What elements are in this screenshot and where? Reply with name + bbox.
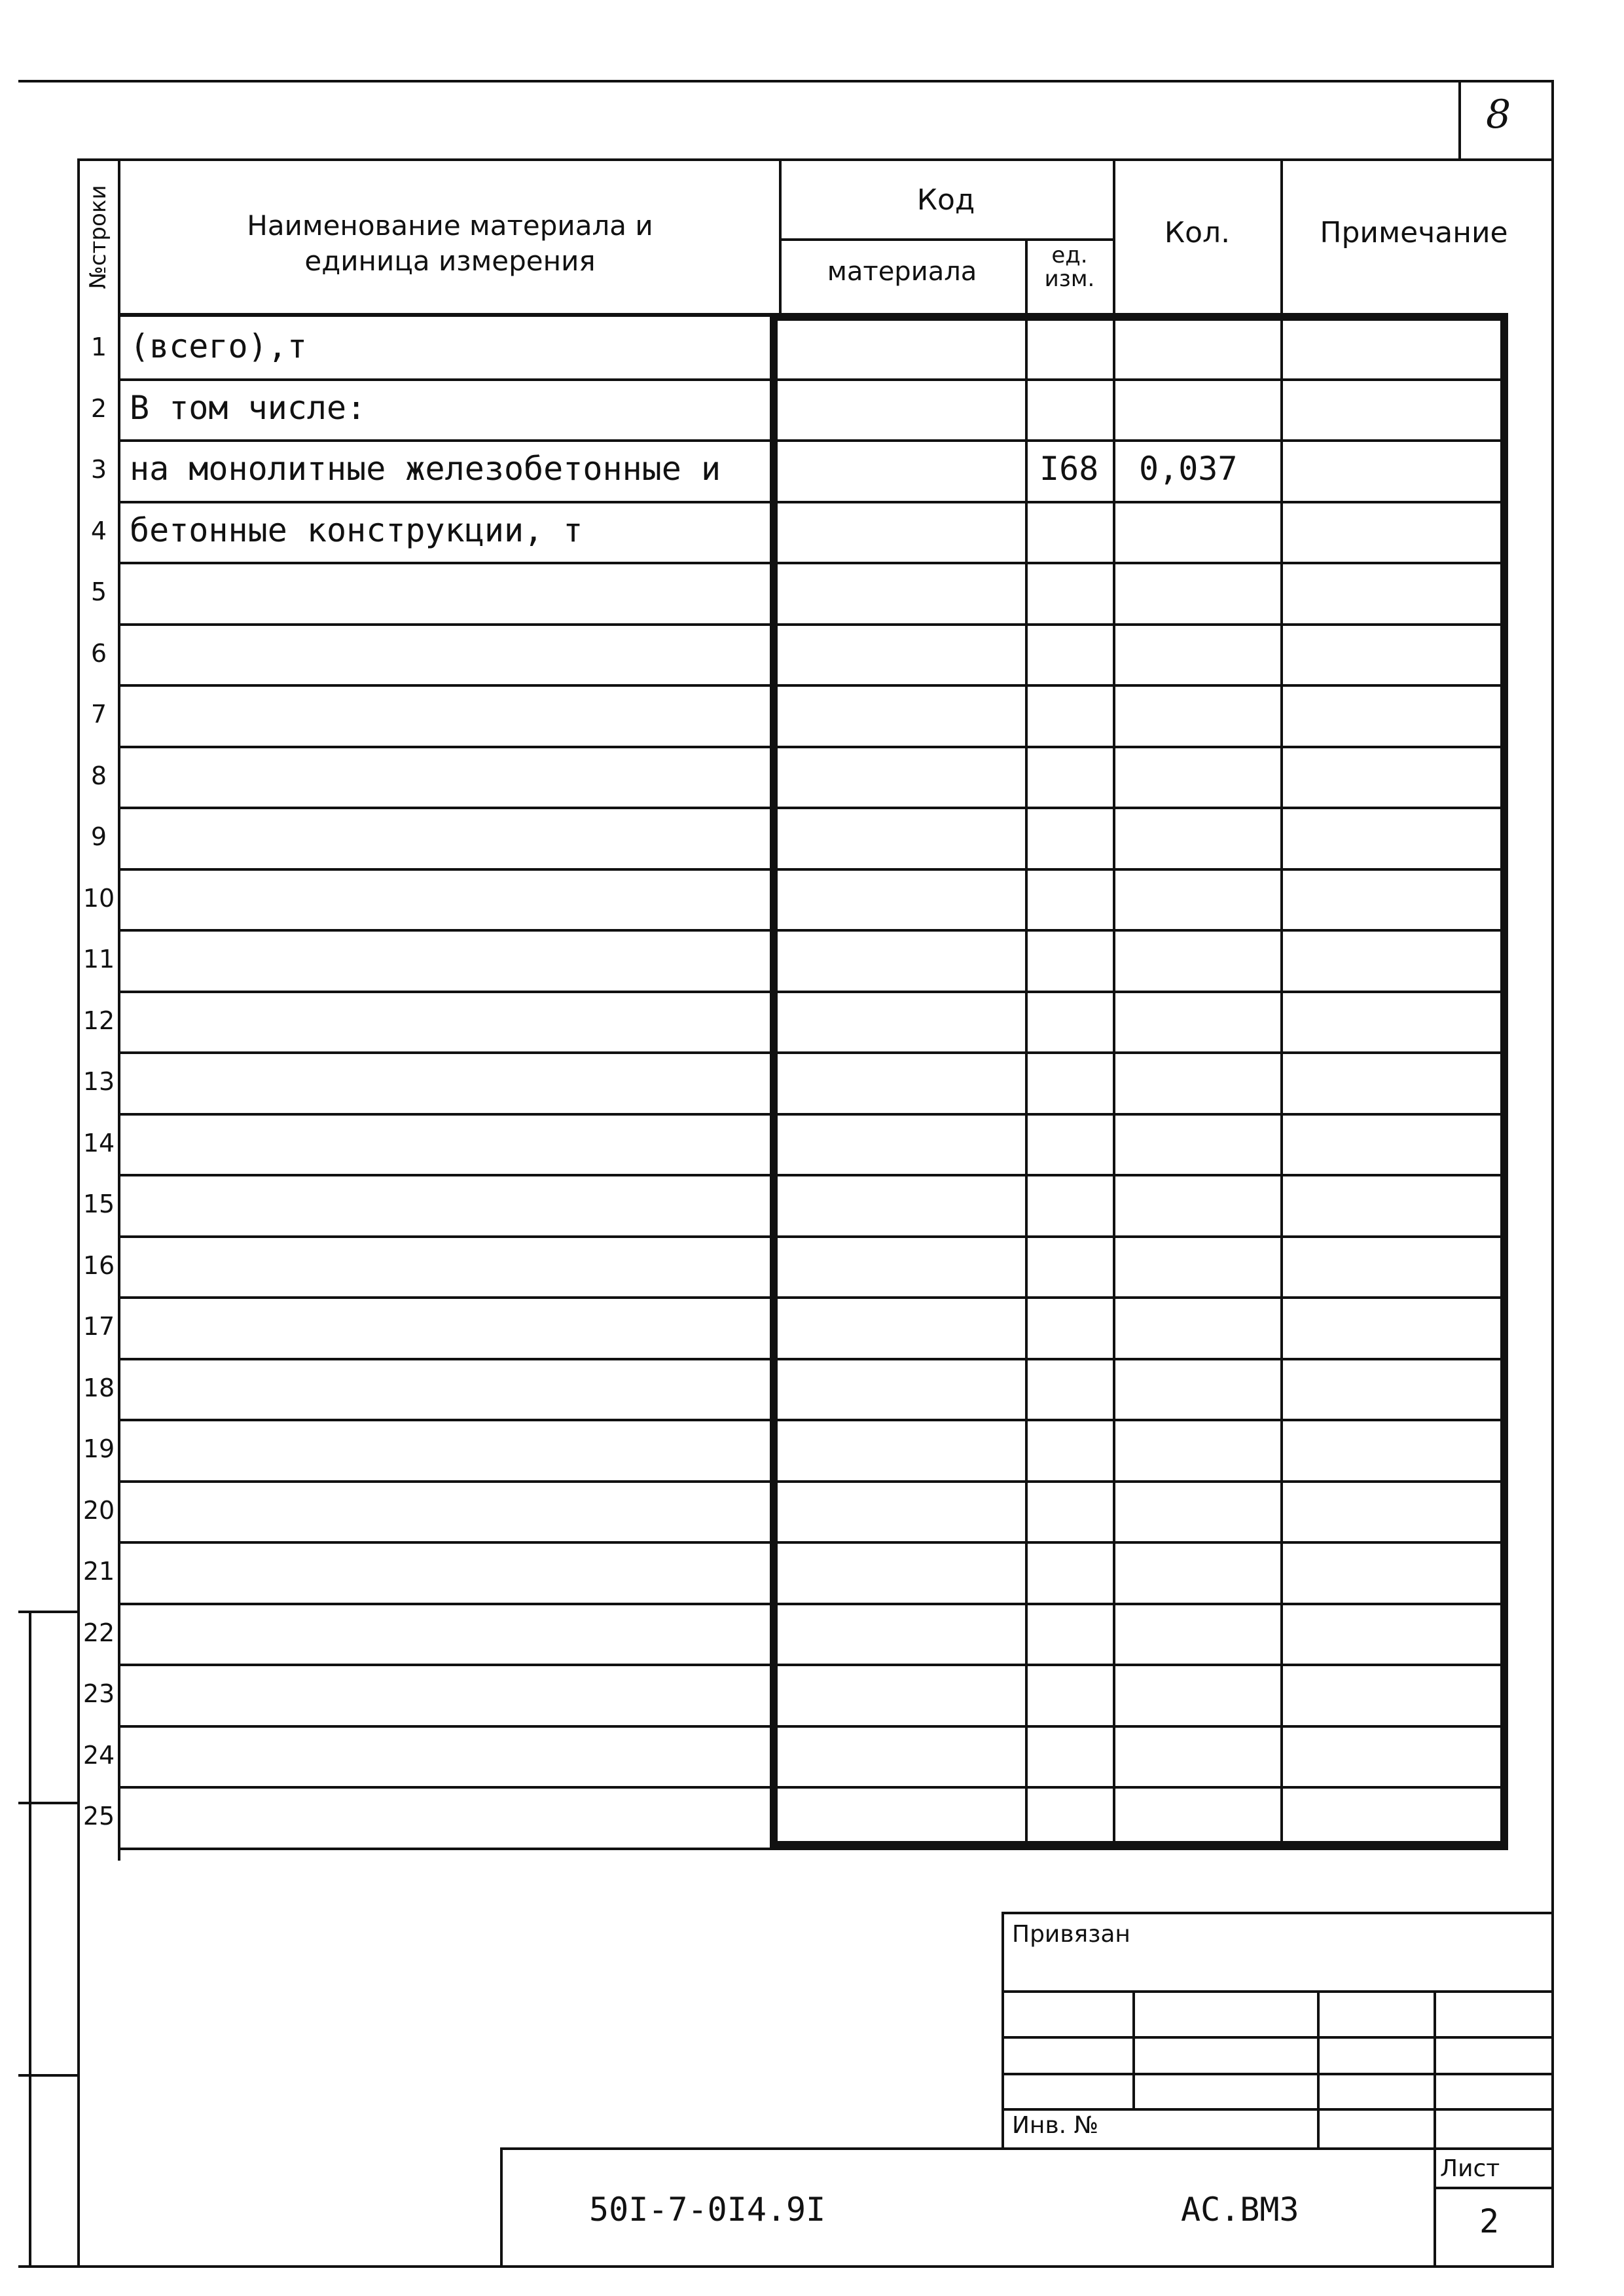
row-number: 5 xyxy=(90,577,107,606)
row-number: 24 xyxy=(82,1740,115,1770)
row-number: 20 xyxy=(82,1495,115,1525)
header-unit-line2: изм. xyxy=(1044,266,1095,292)
row-line xyxy=(118,929,1508,932)
row-line xyxy=(118,1419,1508,1421)
bound-line-3 xyxy=(1001,2073,1551,2075)
row-number: 13 xyxy=(82,1067,115,1096)
row-line xyxy=(118,501,1508,503)
row-line xyxy=(118,991,1508,993)
header-note: Примечание xyxy=(1320,216,1508,249)
row-line xyxy=(118,1725,1508,1728)
name-column-right-line xyxy=(772,313,775,1849)
row-line xyxy=(118,1848,1508,1850)
corner-divider xyxy=(1458,80,1461,158)
row-line xyxy=(118,623,1508,626)
row-number: 1 xyxy=(90,333,107,361)
row-number: 7 xyxy=(90,700,107,729)
row-quantity: 0,037 xyxy=(1139,450,1238,488)
header-bottom-line xyxy=(118,313,772,317)
row-number: 15 xyxy=(82,1190,115,1218)
row-number: 17 xyxy=(82,1312,115,1341)
row-number: 23 xyxy=(82,1679,115,1708)
header-unit-line1: ед. xyxy=(1051,242,1088,268)
sheet-label: Лист xyxy=(1440,2155,1500,2182)
row-line xyxy=(118,1235,1508,1238)
row-line xyxy=(118,378,1508,381)
bound-sep-3 xyxy=(1434,1990,1436,2265)
header-code-split xyxy=(779,238,1113,241)
row-line xyxy=(118,746,1508,748)
header-sep-code xyxy=(779,158,782,313)
row-number: 16 xyxy=(82,1250,115,1280)
row-line xyxy=(118,1358,1508,1360)
header-unit xyxy=(1028,244,1111,291)
row-line xyxy=(118,807,1508,809)
inv-no-label: Инв. № xyxy=(1012,2112,1099,2139)
row-line xyxy=(118,439,1508,442)
row-line xyxy=(118,1664,1508,1666)
header-sep-name xyxy=(118,158,120,1861)
row-name: В том числе: xyxy=(130,388,367,427)
header-qty: Кол. xyxy=(1164,216,1231,249)
bound-label: Привязан xyxy=(1012,1921,1130,1948)
binding-margin-line xyxy=(29,1611,31,2267)
bottom-frame-line xyxy=(18,2265,1554,2268)
row-line xyxy=(118,1786,1508,1789)
binding-mark-low xyxy=(18,2074,79,2077)
header-name-line2: единица измерения xyxy=(304,245,596,277)
row-name: бетонные конструкции, т xyxy=(130,511,583,549)
header-name-line1: Наименование материала и xyxy=(247,210,653,242)
table-top-line xyxy=(79,158,1554,161)
document-mark: АС.ВМЗ xyxy=(1181,2191,1299,2229)
row-number: 2 xyxy=(90,393,107,423)
row-line xyxy=(118,562,1508,564)
row-number: 3 xyxy=(90,455,107,484)
header-name xyxy=(124,208,776,279)
row-number: 12 xyxy=(82,1006,115,1035)
row-number: 19 xyxy=(82,1434,115,1463)
row-line xyxy=(118,1603,1508,1605)
row-number: 10 xyxy=(82,883,115,913)
row-line xyxy=(118,684,1508,687)
row-unit: I68 xyxy=(1039,450,1099,488)
bound-line-2 xyxy=(1001,2036,1551,2039)
document-code: 50I-7-0I4.9I xyxy=(589,2191,826,2229)
titleblock-left-line xyxy=(500,2147,503,2265)
row-number: 18 xyxy=(82,1373,115,1402)
bound-line-4 xyxy=(1001,2108,1551,2111)
row-number: 22 xyxy=(82,1618,115,1647)
row-line xyxy=(118,1174,1508,1176)
data-area-border xyxy=(770,313,1508,1849)
row-number: 9 xyxy=(90,822,107,851)
row-name: (всего),т xyxy=(130,327,307,365)
corner-sheet-number: 8 xyxy=(1486,92,1511,137)
header-material: материала xyxy=(827,257,977,287)
row-number: 21 xyxy=(82,1557,115,1586)
row-line xyxy=(118,868,1508,871)
row-name: на монолитные железобетонные и xyxy=(130,450,721,488)
bound-sep-2 xyxy=(1317,1990,1320,2147)
sheet-number: 2 xyxy=(1479,2202,1500,2240)
sheet-label-line xyxy=(1434,2187,1551,2189)
row-number: 14 xyxy=(82,1128,115,1157)
row-number: 25 xyxy=(82,1802,115,1831)
col-sep-note xyxy=(1280,313,1283,1849)
top-frame-line xyxy=(18,80,1554,82)
row-number: 8 xyxy=(90,761,107,790)
row-line xyxy=(118,1541,1508,1544)
bound-sep-1 xyxy=(1132,1990,1135,2108)
row-number: 11 xyxy=(82,945,115,974)
titleblock-top-line xyxy=(500,2147,1551,2150)
row-number: 4 xyxy=(90,516,107,545)
binding-mark-top xyxy=(18,1611,79,1613)
header-code: Код xyxy=(916,183,975,217)
bound-line-1 xyxy=(1001,1990,1551,1993)
col-sep-qty xyxy=(1113,313,1115,1849)
binding-mark-mid xyxy=(18,1802,79,1804)
row-line xyxy=(118,1051,1508,1054)
row-number: 6 xyxy=(90,638,107,668)
row-line xyxy=(118,1113,1508,1116)
col-sep-unit xyxy=(1025,313,1028,1849)
row-line xyxy=(118,1480,1508,1483)
header-row-no: №строки xyxy=(85,185,111,289)
row-line xyxy=(118,1296,1508,1299)
